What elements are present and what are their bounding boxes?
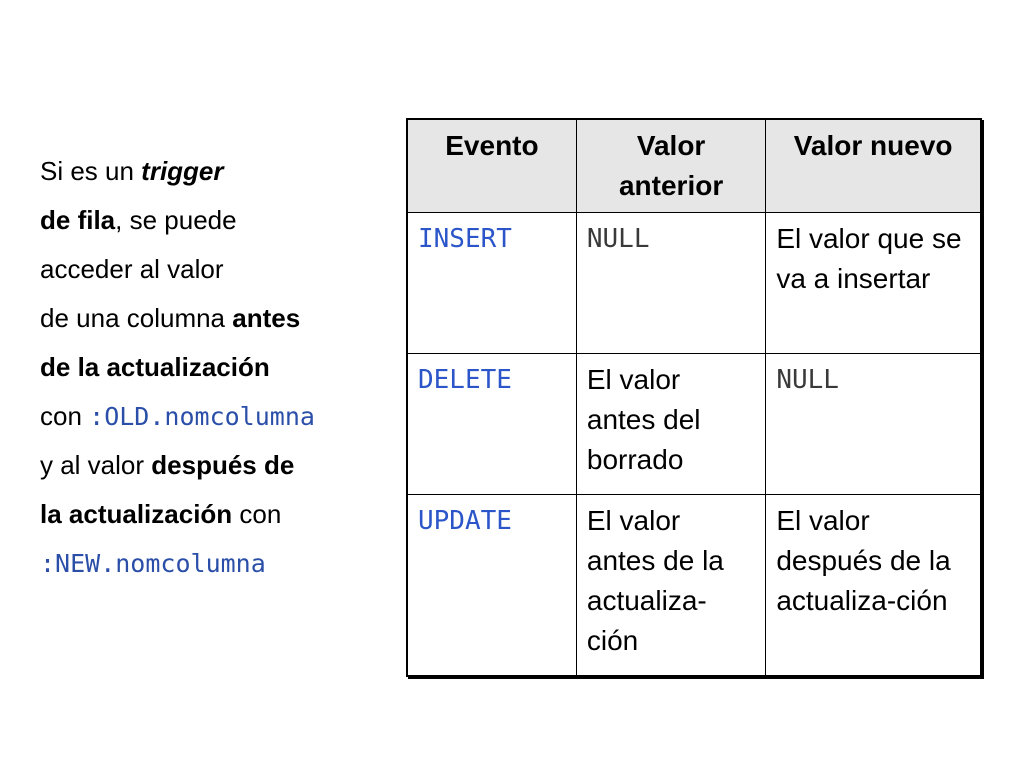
header-evento: Evento <box>407 119 576 213</box>
text-line-7: y al valor después de <box>40 450 295 480</box>
text-line-4: de una columna antes <box>40 303 301 333</box>
table-row <box>407 213 981 354</box>
event-cell: DELETE <box>407 354 576 495</box>
table-row <box>407 354 981 495</box>
event-cell: UPDATE <box>407 495 576 677</box>
text-line-1: Si es un trigger <box>40 156 224 186</box>
new-value-cell: El valor después de la actualiza-ción <box>766 495 981 677</box>
old-column-code: :OLD.nomcolumna <box>89 402 315 431</box>
trigger-values-table <box>406 118 982 677</box>
explanation-text <box>40 147 395 588</box>
text-line-9 <box>40 539 395 588</box>
table-header-row <box>407 119 981 213</box>
old-value-cell: El valor antes del borrado <box>576 354 765 495</box>
header-valor-nuevo: Valor nuevo <box>766 119 981 213</box>
text-line-3: acceder al valor <box>40 254 224 284</box>
new-value-cell: NULL <box>766 354 981 495</box>
old-value-cell: El valor antes de la actualiza-ción <box>576 495 765 677</box>
new-value-cell: El valor que se va a insertar <box>766 213 981 354</box>
header-valor-anterior: Valor anterior <box>576 119 765 213</box>
text-line-8: la actualización con <box>40 499 282 529</box>
text-line-5: de la actualización <box>40 352 270 382</box>
old-value-cell: NULL <box>576 213 765 354</box>
new-column-code: :NEW.nomcolumna <box>40 549 266 578</box>
table-row <box>407 495 981 677</box>
text-line-6: con :OLD.nomcolumna <box>40 401 315 431</box>
event-cell: INSERT <box>407 213 576 354</box>
text-line-2: de fila, se puede <box>40 205 237 235</box>
